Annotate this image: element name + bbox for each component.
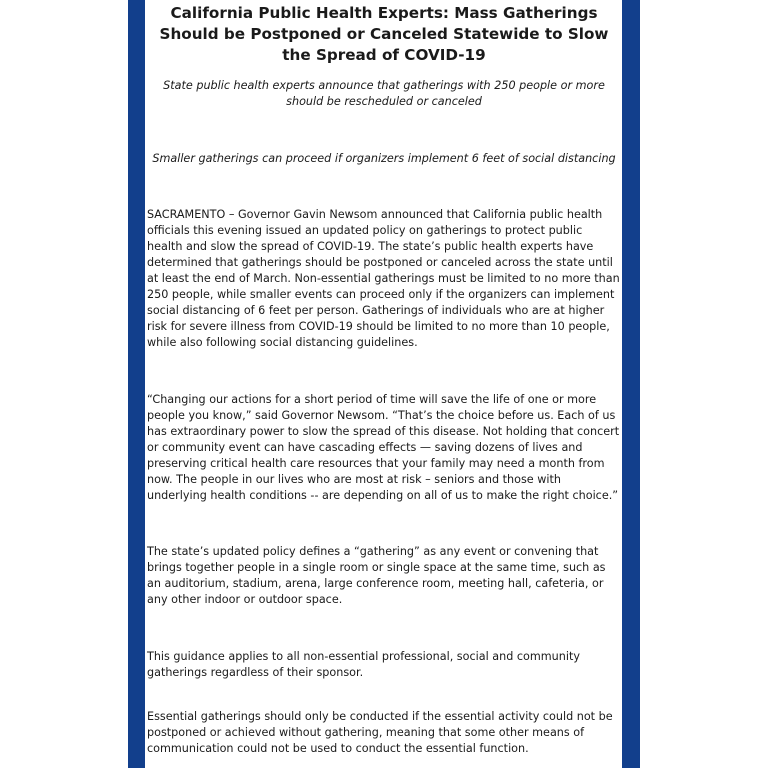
right-blue-border — [622, 0, 640, 768]
paragraph-governor-quote: “Changing our actions for a short period of time will save the life of one or more people you know,” said Governor Newsom. “That’s the choice before us. Each of us has extraordinary power to slow the spread of this disease. Not holding that concert or community event can have cascading effects — saving dozens of lives and preserving critical health care resources that your family may need a month from now. The people in our lives who are most at risk – seniors and those with underlying health conditions -- are depending on all of us to make the right choice.” — [147, 393, 620, 502]
subtitle-social-distancing: Smaller gatherings can proceed if organizers implement 6 feet of social distancing — [152, 152, 616, 165]
subtitle-gatherings-250: State public health experts announce that gatherings with 250 people or more should be rescheduled or canceled — [163, 79, 605, 108]
left-blue-border — [128, 0, 145, 768]
paragraph-guidance-scope: This guidance applies to all non-essential professional, social and community gatherings regardless of their sponsor. — [147, 650, 580, 679]
paragraph-announcement: SACRAMENTO – Governor Gavin Newsom announced that California public health officials this evening issued an updated policy on gatherings to protect public health and slow the spread of COVID-19. The state’s public health experts have determined that gatherings should be postponed or canceled across the state until at least the end of March. Non-essential gatherings must be limited to no more than 250 people, while smaller events can proceed only if the organizers can implement social distancing of 6 feet per person. Gatherings of individuals who are at higher risk for severe illness from COVID-19 should be limited to no more than 10 people, while also following social distancing guidelines. — [147, 208, 620, 349]
paragraph-essential-gatherings: Essential gatherings should only be conducted if the essential activity could not be postponed or achieved without gathering, meaning that some other means of communication could not be used to conduct the essential function. — [147, 710, 613, 755]
page-title: California Public Health Experts: Mass Gatherings Should be Postponed or Canceled Statewide to Slow the Spread of COVID-19 — [159, 4, 609, 64]
paragraph-gathering-definition: The state’s updated policy defines a “gathering” as any event or convening that brings together people in a single room or single space at the same time, such as an auditorium, stadium, arena, large conference room, meeting hall, cafeteria, or any other indoor or outdoor space. — [147, 545, 606, 606]
